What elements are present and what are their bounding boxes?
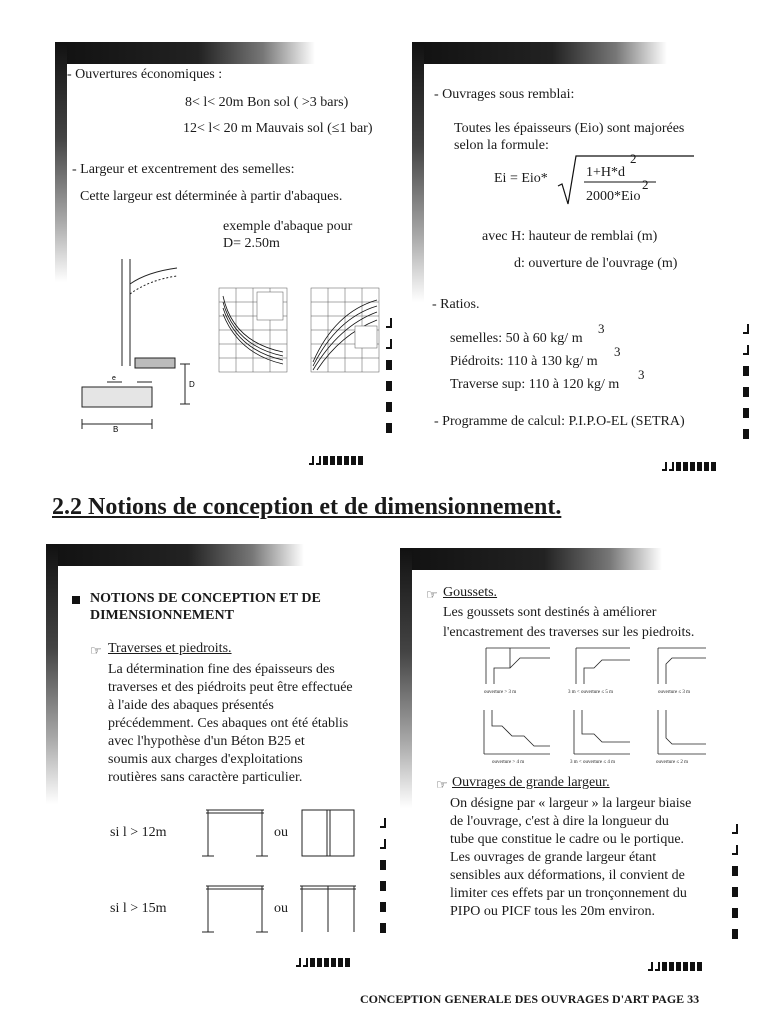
slide-corner-bar-vertical [55, 42, 67, 282]
text-largeur-4: Les ouvrages de grande largeur étant [450, 850, 657, 865]
text-ou-2: ou [274, 901, 288, 916]
slide-corner-bar-vertical [46, 544, 58, 804]
slide-traverses [46, 544, 394, 976]
caption-6: ouverture ≤ 2 m [656, 760, 689, 765]
formula [494, 150, 694, 210]
portal-double-frame-1 [298, 806, 358, 862]
heading-notions: NOTIONS DE CONCEPTION ET DE [90, 591, 321, 606]
portal-single-frame-1 [202, 806, 268, 862]
pointing-hand-icon: ☞ [436, 777, 448, 792]
gusset-sketch-4 [480, 706, 552, 760]
slide-marks-right [732, 824, 738, 939]
para-line-4: précédemment. Ces abaques ont été établis [108, 716, 349, 731]
portal-double-frame-2 [298, 882, 358, 938]
formula-exp-den: 2 [642, 177, 649, 192]
text-goussets-1: Les goussets sont destinés à améliorer [443, 605, 657, 620]
para-line-7: routières sans caractère particulier. [108, 770, 303, 785]
slide-corner-bar [55, 42, 315, 64]
para-line-3: à l'aide des abaques présentés [108, 698, 274, 713]
text-largeur-2: de l'ouvrage, c'est à dire la longueur du [450, 814, 669, 829]
text-largeur-1: On désigne par « largeur » la largeur biaise [450, 796, 692, 811]
formula-denominator: 2000*Eio [586, 189, 641, 204]
slide-corner-bar-vertical [412, 42, 424, 302]
para-line-1: La détermination fine des épaisseurs des [108, 662, 335, 677]
pointing-hand-icon: ☞ [90, 643, 102, 658]
formula-numerator: 1+H*d [586, 165, 626, 180]
para-line-2: traverses et des piédroits peut être effectuée [108, 680, 353, 695]
text-ratio-piedroits: Piédroits: 110 à 130 kg/ m [450, 354, 598, 369]
text-largeur-6: limiter ces effets par un tronçonnement du [450, 886, 687, 901]
para-line-5: avec l'hypothèse d'un Béton B25 et [108, 734, 305, 749]
slide-corner-bar-vertical [400, 548, 412, 808]
pointing-hand-icon: ☞ [426, 587, 438, 602]
text-d-value: D= 2.50m [223, 236, 280, 251]
condition-15m: si l > 15m [110, 901, 167, 916]
footing-diagram [77, 254, 207, 434]
text-largeur-3: tube que constitue le cadre ou le portique. [450, 832, 685, 847]
text-selon-formule: selon la formule: [454, 138, 549, 153]
portal-single-frame-2 [202, 882, 268, 938]
text-ratio-traverse: Traverse sup: 110 à 120 kg/ m [450, 377, 620, 392]
exp-semelles: 3 [598, 321, 605, 336]
slide-corner-bar [400, 548, 662, 570]
slide-marks-right [743, 324, 749, 439]
slide-marks-bottom [648, 962, 702, 971]
exp-piedroits: 3 [614, 344, 621, 359]
text-avec-h: avec H: hauteur de remblai (m) [482, 229, 658, 244]
text-ou-1: ou [274, 825, 288, 840]
caption-2: 3 m < ouverture ≤ 5 m [568, 690, 613, 695]
condition-12m: si l > 12m [110, 825, 167, 840]
text-programme: - Programme de calcul: P.I.P.O-EL (SETRA) [434, 414, 685, 429]
slide-marks-bottom [309, 456, 363, 465]
slide-goussets [400, 548, 750, 980]
exp-traverse: 3 [638, 367, 645, 382]
label-d: D [189, 380, 195, 389]
subheading-traverses: Traverses et piedroits. [108, 641, 232, 656]
gusset-sketch-5 [570, 706, 632, 760]
abaque-chart-2 [305, 282, 385, 382]
text-bon-sol: 8< l< 20m Bon sol ( >3 bars) [185, 95, 349, 110]
text-goussets-2: l'encastrement des traverses sur les piedroits. [443, 625, 695, 640]
label-b: B [113, 425, 119, 434]
text-largeur-7: PIPO ou PICF tous les 20m environ. [450, 904, 655, 919]
gusset-sketch-2 [570, 644, 632, 692]
label-e: e [112, 375, 116, 382]
text-mauvais-sol: 12< l< 20 m Mauvais sol (≤1 bar) [183, 121, 373, 136]
page-footer: CONCEPTION GENERALE DES OUVRAGES D'ART PAGE 33 [360, 992, 700, 1006]
section-title: 2.2 Notions de conception et de dimensionnement. [52, 494, 562, 520]
formula-lhs: Ei = Eio* [494, 171, 548, 186]
slide-marks-bottom [296, 958, 350, 967]
heading-dimensionnement: DIMENSIONNEMENT [90, 608, 234, 623]
caption-4: ouverture > 4 m [492, 760, 525, 765]
caption-5: 3 m < ouverture ≤ 4 m [570, 760, 615, 765]
gusset-sketch-1 [480, 644, 552, 692]
text-exemple: exemple d'abaque pour [223, 219, 353, 234]
abaque-chart-1 [213, 282, 291, 382]
subheading-grande-largeur: Ouvrages de grande largeur. [452, 775, 610, 790]
slide-marks-right [386, 318, 392, 433]
gusset-sketch-6 [652, 706, 708, 760]
slide-corner-bar [46, 544, 304, 566]
text-avec-d: d: ouverture de l'ouvrage (m) [514, 256, 678, 271]
text-ouvertures: - Ouvertures économiques : [67, 67, 223, 82]
text-cette-largeur: Cette largeur est déterminée à partir d'abaques. [80, 189, 343, 204]
slide-marks-bottom [662, 462, 716, 471]
slide-remblai [412, 42, 757, 472]
slide-ouvertures [55, 42, 400, 472]
text-ratio-semelles: semelles: 50 à 60 kg/ m [450, 331, 583, 346]
bullet-square-icon [72, 596, 80, 604]
text-ouvrages-remblai: - Ouvrages sous remblai: [434, 87, 575, 102]
text-epaisseurs: Toutes les épaisseurs (Eio) sont majorées [454, 121, 685, 136]
gusset-sketch-3 [652, 644, 708, 692]
caption-3: ouverture ≤ 3 m [658, 690, 691, 695]
para-line-6: soumis aux charges d'exploitations [108, 752, 303, 767]
formula-exp-num: 2 [630, 151, 637, 166]
text-ratios: - Ratios. [432, 297, 480, 312]
slide-corner-bar [412, 42, 667, 64]
slide-marks-right [380, 818, 386, 933]
text-largeur-5: sensibles aux déformations, il convient de [450, 868, 685, 883]
subheading-goussets: Goussets. [443, 585, 498, 600]
caption-1: ouverture > 3 m [484, 690, 517, 695]
text-largeur: - Largeur et excentrement des semelles: [72, 162, 295, 177]
